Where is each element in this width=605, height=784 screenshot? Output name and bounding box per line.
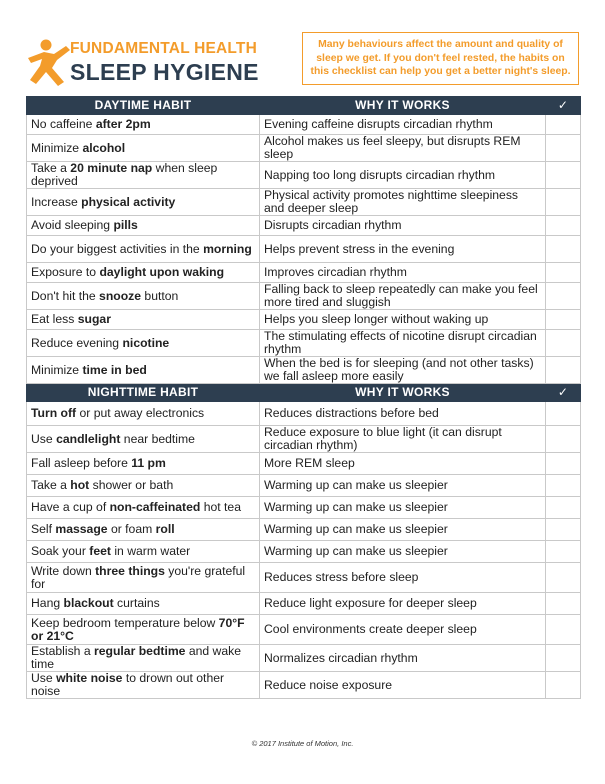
habit-text: Use: [31, 671, 57, 685]
habit-text: near bedtime: [120, 431, 195, 446]
checkbox-cell[interactable]: [546, 402, 581, 426]
habit-text: Establish a: [31, 644, 95, 658]
habit-cell: [27, 593, 260, 615]
habit-row: [27, 216, 581, 236]
habit-cell: [27, 189, 260, 216]
checkbox-cell[interactable]: [546, 475, 581, 497]
brand-title: [70, 40, 259, 86]
checkbox-cell[interactable]: [546, 135, 581, 162]
why-it-works-cell: Falling back to sleep repeatedly can make you feel more tired and sluggish: [260, 283, 546, 310]
habit-text: Keep bedroom temperature below: [31, 615, 219, 630]
habit-emphasis: daylight upon waking: [99, 265, 225, 279]
habit-emphasis: white noise: [56, 671, 123, 685]
habit-text: and wake time: [31, 644, 242, 671]
habit-text: Take a: [31, 478, 71, 492]
checkbox-cell[interactable]: [546, 453, 581, 475]
checkbox-cell[interactable]: [546, 236, 581, 263]
habit-emphasis: nicotine: [122, 335, 170, 350]
habit-row: [27, 310, 581, 330]
habit-row: [27, 115, 581, 135]
why-it-works-cell: Normalizes circadian rhythm: [260, 645, 546, 672]
checkbox-cell[interactable]: [546, 615, 581, 645]
habit-row: [27, 475, 581, 497]
habit-emphasis: physical activity: [81, 194, 176, 209]
habit-cell: [27, 541, 260, 563]
habit-row: [27, 453, 581, 475]
habit-emphasis: after 2pm: [95, 117, 151, 131]
why-it-works-cell: Alcohol makes us feel sleepy, but disrupts REM sleep: [260, 135, 546, 162]
habit-text: Have a cup of: [31, 500, 110, 514]
habit-text: to drown out other noise: [31, 671, 225, 698]
habit-cell: [27, 519, 260, 541]
habit-row: [27, 497, 581, 519]
habit-text: Increase: [31, 194, 82, 209]
habit-cell: [27, 645, 260, 672]
habit-row: [27, 541, 581, 563]
nighttime-header-row: [27, 384, 581, 402]
why-it-works-cell: Cool environments create deeper sleep: [260, 615, 546, 645]
habit-emphasis: Turn off: [31, 406, 77, 420]
why-it-works-cell: Warming up can make us sleepier: [260, 497, 546, 519]
why-it-works-cell: When the bed is for sleeping (and not other tasks) we fall asleep more easily: [260, 357, 546, 384]
why-it-works-cell: Warming up can make us sleepier: [260, 475, 546, 497]
habit-text: hot tea: [200, 500, 241, 514]
habit-text: button: [141, 288, 179, 303]
why-it-works-cell: Physical activity promotes nighttime sleepiness and deeper sleep: [260, 189, 546, 216]
habit-emphasis: morning: [203, 241, 252, 256]
why-it-works-cell: Evening caffeine disrupts circadian rhythm: [260, 115, 546, 135]
why-it-works-cell: More REM sleep: [260, 453, 546, 475]
habit-text: Fall asleep before: [31, 456, 132, 470]
checkbox-cell[interactable]: [546, 645, 581, 672]
check-column-header: ✓: [546, 97, 581, 115]
habit-cell: [27, 475, 260, 497]
habit-emphasis: pills: [113, 218, 138, 232]
habit-cell: [27, 357, 260, 384]
checkbox-cell[interactable]: [546, 189, 581, 216]
habit-cell: [27, 115, 260, 135]
why-it-works-cell: Warming up can make us sleepier: [260, 541, 546, 563]
why-it-works-cell: Improves circadian rhythm: [260, 263, 546, 283]
habit-text: Eat less: [31, 312, 78, 326]
habit-row: [27, 426, 581, 453]
habit-cell: [27, 263, 260, 283]
checkbox-cell[interactable]: [546, 426, 581, 453]
habit-text: in warm water: [110, 544, 191, 558]
habit-emphasis: sugar: [77, 312, 111, 326]
habit-emphasis: regular bedtime: [94, 644, 186, 658]
habit-emphasis: non-caffeinated: [109, 500, 201, 514]
why-it-works-cell: Reduces distractions before bed: [260, 402, 546, 426]
habit-text: Self: [31, 522, 56, 536]
habit-emphasis: snooze: [99, 288, 142, 303]
habit-emphasis: massage: [55, 522, 108, 536]
habit-cell: [27, 563, 260, 593]
habit-cell: [27, 615, 260, 645]
why-it-works-header: WHY IT WORKS: [260, 384, 546, 402]
habit-emphasis: 20 minute nap: [70, 161, 153, 175]
habit-text: Take a: [31, 161, 71, 175]
habit-row: [27, 593, 581, 615]
why-it-works-cell: Helps you sleep longer without waking up: [260, 310, 546, 330]
habit-text: Soak your: [31, 544, 90, 558]
habit-text: when sleep deprived: [31, 161, 218, 188]
habit-row: [27, 189, 581, 216]
habit-cell: [27, 162, 260, 189]
checkbox-cell[interactable]: [546, 263, 581, 283]
brand-line-2: SLEEP HYGIENE: [70, 59, 259, 85]
habit-text: Don't hit the: [31, 288, 100, 303]
habits-checklist-table: [26, 96, 581, 699]
habit-text: you're grateful for: [31, 563, 246, 591]
habit-text: shower or bath: [89, 478, 174, 492]
habit-cell: [27, 216, 260, 236]
habit-row: [27, 645, 581, 672]
checkbox-cell[interactable]: [546, 310, 581, 330]
habit-text: Use: [31, 431, 57, 446]
habit-text: Write down: [31, 563, 96, 578]
why-it-works-cell: Helps prevent stress in the evening: [260, 236, 546, 263]
checkbox-cell[interactable]: [546, 162, 581, 189]
habit-row: [27, 263, 581, 283]
habit-emphasis: candlelight: [56, 431, 121, 446]
brand-line-1: FUNDAMENTAL HEALTH: [70, 40, 257, 57]
habit-text: No caffeine: [31, 117, 96, 131]
why-it-works-cell: Reduces stress before sleep: [260, 563, 546, 593]
habit-text: Exposure to: [31, 265, 100, 279]
habit-cell: [27, 135, 260, 162]
why-it-works-cell: The stimulating effects of nicotine disrupt circadian rhythm: [260, 330, 546, 357]
running-figure-logo-icon: [24, 38, 74, 88]
habit-emphasis: alcohol: [82, 140, 126, 155]
nighttime-habit-header: NIGHTTIME HABIT: [27, 384, 260, 402]
habit-row: [27, 162, 581, 189]
checkbox-cell[interactable]: [546, 115, 581, 135]
checkbox-cell[interactable]: [546, 541, 581, 563]
habit-emphasis: 70°F or 21°C: [31, 615, 245, 643]
habit-row: [27, 357, 581, 384]
habit-cell: [27, 453, 260, 475]
intro-box: Many behaviours affect the amount and quality of sleep we get. If you don't feel rested, the habits on this checklist can help you get a better night's sleep.: [302, 32, 579, 85]
copyright-notice: © 2017 Institute of Motion, Inc.: [251, 739, 354, 748]
habit-emphasis: hot: [70, 478, 90, 492]
checkbox-cell[interactable]: [546, 497, 581, 519]
habit-text: Minimize: [31, 140, 83, 155]
habit-row: [27, 672, 581, 699]
habit-emphasis: roll: [155, 522, 175, 536]
checkbox-cell[interactable]: [546, 283, 581, 310]
habit-emphasis: feet: [89, 544, 111, 558]
habit-cell: [27, 672, 260, 699]
habit-cell: [27, 330, 260, 357]
habit-emphasis: time in bed: [82, 362, 147, 377]
habit-cell: [27, 402, 260, 426]
checkbox-cell[interactable]: [546, 357, 581, 384]
daytime-habit-header: DAYTIME HABIT: [27, 97, 260, 115]
habit-text: curtains: [113, 596, 160, 610]
checkbox-cell[interactable]: [546, 519, 581, 541]
habit-text: Reduce evening: [31, 335, 123, 350]
why-it-works-cell: Disrupts circadian rhythm: [260, 216, 546, 236]
checkbox-cell[interactable]: [546, 216, 581, 236]
habit-row: [27, 615, 581, 645]
habit-row: [27, 402, 581, 426]
habit-emphasis: blackout: [63, 596, 114, 610]
habit-text: or foam: [107, 522, 156, 536]
habit-emphasis: three things: [95, 563, 165, 578]
checkbox-cell[interactable]: [546, 593, 581, 615]
habit-text: Avoid sleeping: [31, 218, 114, 232]
habit-text: Minimize: [31, 362, 83, 377]
why-it-works-header: WHY IT WORKS: [260, 97, 546, 115]
habit-text: Hang: [31, 596, 64, 610]
habit-text: Do your biggest activities in the: [31, 241, 204, 256]
habit-emphasis: 11 pm: [131, 456, 166, 470]
habit-cell: [27, 497, 260, 519]
why-it-works-cell: Warming up can make us sleepier: [260, 519, 546, 541]
habit-row: [27, 283, 581, 310]
habit-row: [27, 236, 581, 263]
why-it-works-cell: Reduce noise exposure: [260, 672, 546, 699]
why-it-works-cell: Reduce light exposure for deeper sleep: [260, 593, 546, 615]
check-column-header: ✓: [546, 384, 581, 402]
habit-row: [27, 519, 581, 541]
habit-row: [27, 330, 581, 357]
checkbox-cell[interactable]: [546, 672, 581, 699]
habit-cell: [27, 426, 260, 453]
habit-cell: [27, 310, 260, 330]
why-it-works-cell: Reduce exposure to blue light (it can disrupt circadian rhythm): [260, 426, 546, 453]
why-it-works-cell: Napping too long disrupts circadian rhythm: [260, 162, 546, 189]
habit-cell: [27, 236, 260, 263]
habit-row: [27, 135, 581, 162]
daytime-header-row: [27, 97, 581, 115]
checkbox-cell[interactable]: [546, 563, 581, 593]
habit-cell: [27, 283, 260, 310]
habit-text: or put away electronics: [76, 406, 205, 420]
checkbox-cell[interactable]: [546, 330, 581, 357]
habit-row: [27, 563, 581, 593]
